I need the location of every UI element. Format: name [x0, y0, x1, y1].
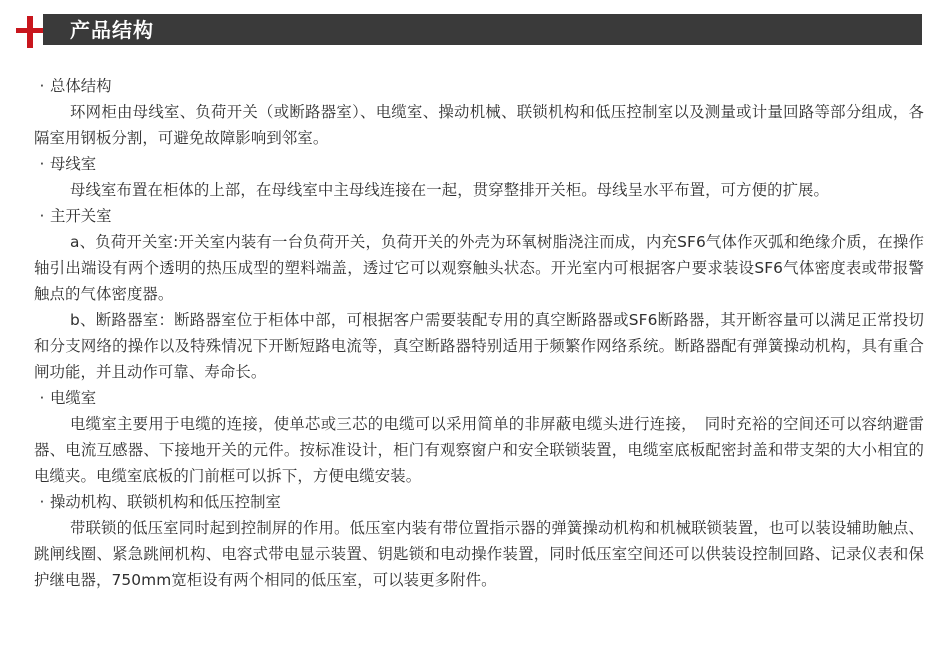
section-paragraph: 环网柜由母线室、负荷开关（或断路器室）、电缆室、操动机械、联锁机构和低压控制室以及测量或计量回路等部分组成，各隔室用钢板分割，可避免故障影响到邻室。: [34, 103, 924, 147]
section-paragraph: a、负荷开关室:开关室内装有一台负荷开关，负荷开关的外壳为环氧树脂浇注而成，内充SF6气体作灭弧和绝缘介质，在操作轴引出端设有两个透明的热压成型的塑料端盖，透过它可以观察触头状态。开光室内可根据客户要求装设SF6气体密度表或带报警触点的气体密度器。: [34, 233, 924, 303]
bullet-dot-icon: ·: [39, 77, 45, 95]
section-heading: · 操动机构、联锁机构和低压控制室: [34, 489, 924, 515]
header-bar: [43, 14, 922, 45]
section-paragraph: b、断路器室：断路器室位于柜体中部，可根据客户需要装配专用的真空断路器或SF6断路器，其开断容量可以满足正常投切和分支网络的操作以及特殊情况下开断短路电流等，真空断路器特别适用于频繁作网络系统。断路器配有弹簧操动机构，具有重合闸功能，并且动作可靠、寿命长。: [34, 311, 924, 381]
section-overall-structure: [34, 73, 924, 151]
section-paragraph: 带联锁的低压室同时起到控制屏的作用。低压室内装有带位置指示器的弹簧操动机构和机械联锁装置，也可以装设辅助触点、跳闸线圈、紧急跳闸机构、电容式带电显示装置、钥匙锁和电动操作装置，同时低压室空间还可以供装设控制回路、记录仪表和保护继电器，750mm宽柜设有两个相同的低压室，可以装更多附件。: [34, 519, 924, 589]
section-header: [14, 14, 922, 48]
document-body: [34, 73, 924, 593]
bullet-dot-icon: ·: [39, 155, 45, 173]
section-cable-room: [34, 385, 924, 489]
section-busbar-room: [34, 151, 924, 203]
section-paragraph: 母线室布置在柜体的上部，在母线室中主母线连接在一起，贯穿整排开关柜。母线呈水平布置，可方便的扩展。: [70, 181, 830, 199]
section-operating-mechanism: [34, 489, 924, 593]
section-main-switch-room: [34, 203, 924, 385]
bullet-dot-icon: ·: [39, 207, 45, 225]
section-heading: · 母线室: [34, 151, 924, 177]
bullet-dot-icon: ·: [39, 389, 45, 407]
page-title: 产品结构: [70, 18, 154, 42]
section-heading: · 主开关室: [34, 203, 924, 229]
section-heading: · 总体结构: [34, 73, 924, 99]
bullet-dot-icon: ·: [39, 493, 45, 511]
section-heading: · 电缆室: [34, 385, 924, 411]
section-paragraph: 电缆室主要用于电缆的连接，使单芯或三芯的电缆可以采用简单的非屏蔽电缆头进行连接， 同时充裕的空间还可以容纳避雷器、电流互感器、下接地开关的元件。按标准设计，柜门有观察窗户和安全联锁装置，电缆室底板配密封盖和带支架的大小相宜的电缆夹。电缆室底板的门前框可以拆下，方便电缆安装。: [34, 415, 924, 485]
